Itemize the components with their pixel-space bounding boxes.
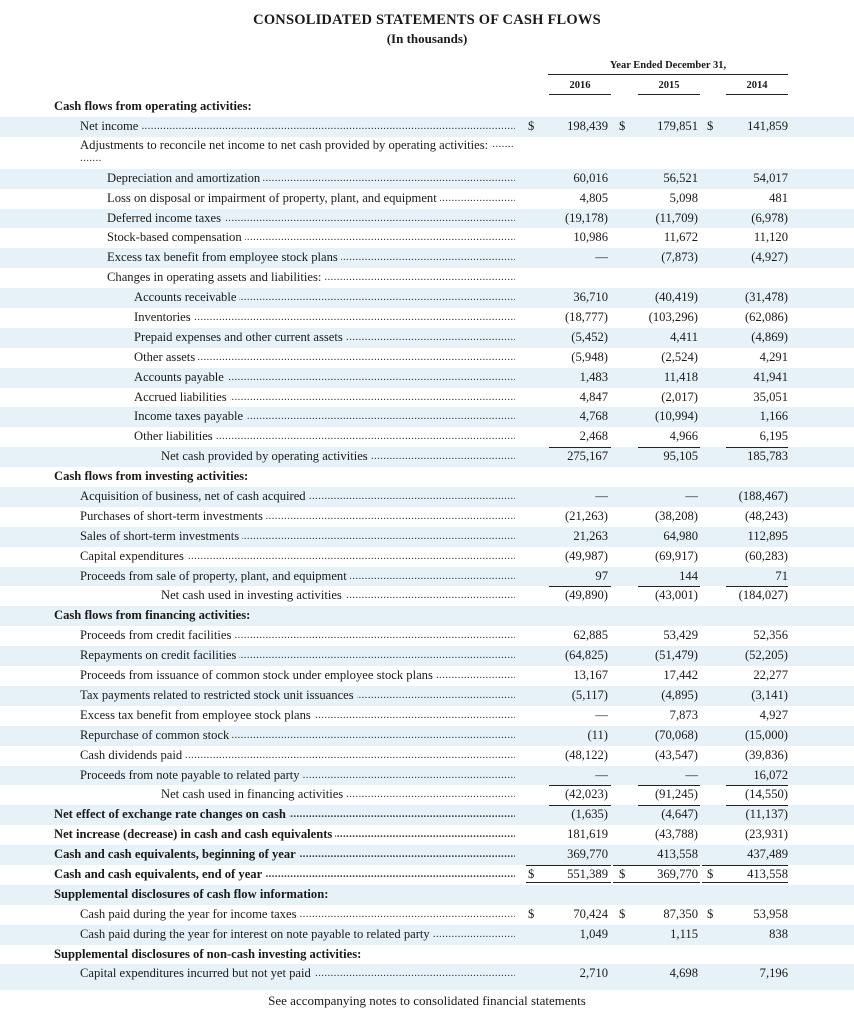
value-2015: — xyxy=(685,489,698,504)
row-label xyxy=(134,288,515,308)
value-2016: 1,483 xyxy=(579,369,608,384)
value-2014: (23,931) xyxy=(744,827,788,842)
row-label-text: Changes in operating assets and liabilities: xyxy=(107,270,324,284)
value-2015: (4,647) xyxy=(661,807,698,822)
currency-symbol: $ xyxy=(707,118,714,133)
table-row xyxy=(0,905,854,925)
table-row xyxy=(0,586,854,606)
value-2015: 11,418 xyxy=(663,369,698,384)
row-label-text: Prepaid expenses and other current assets xyxy=(134,330,346,344)
row-label-text: Net increase (decrease) in cash and cash equivalents xyxy=(54,827,335,841)
row-label-text: Accounts receivable xyxy=(134,290,239,304)
value-2015: (91,245) xyxy=(654,787,698,802)
row-label xyxy=(134,328,515,348)
value-2016: (5,948) xyxy=(571,349,608,364)
currency-symbol: $ xyxy=(707,866,714,881)
row-label-text: Capital expenditures xyxy=(80,549,187,563)
value-2016: (1,635) xyxy=(571,807,608,822)
row-label-text: Other assets xyxy=(134,350,198,364)
value-2014: (184,027) xyxy=(738,588,788,603)
currency-symbol: $ xyxy=(619,866,626,881)
table-row xyxy=(0,248,854,268)
row-label-text: Repayments on credit facilities xyxy=(80,648,239,662)
value-2015: (2,017) xyxy=(661,389,698,404)
table-row xyxy=(0,368,854,388)
row-label xyxy=(134,407,515,427)
table-row xyxy=(0,805,854,825)
value-2016: 2,710 xyxy=(579,966,608,981)
row-label xyxy=(80,766,515,786)
row-label-text: Cash and cash equivalents, beginning of year xyxy=(54,847,299,861)
value-2015: 144 xyxy=(679,568,698,583)
currency-symbol: $ xyxy=(619,118,626,133)
row-label xyxy=(80,567,515,587)
row-label xyxy=(80,487,515,507)
value-2016: 4,805 xyxy=(579,190,608,205)
table-row xyxy=(0,567,854,587)
value-2014: 35,051 xyxy=(753,389,788,404)
value-2014: (188,467) xyxy=(738,489,788,504)
value-2014: 22,277 xyxy=(753,668,788,683)
row-label-text: Proceeds from sale of property, plant, and equipment xyxy=(80,569,350,583)
value-2016: 21,263 xyxy=(573,528,608,543)
row-label xyxy=(161,785,515,805)
table-row xyxy=(0,447,854,467)
value-2015: 56,521 xyxy=(663,170,698,185)
cash-flow-table xyxy=(0,97,854,990)
row-label-text: Net cash used in investing activities xyxy=(161,588,345,602)
row-label xyxy=(134,308,515,328)
statement-title: CONSOLIDATED STATEMENTS OF CASH FLOWS xyxy=(253,12,601,28)
value-2016: — xyxy=(595,707,608,722)
value-2016: 36,710 xyxy=(573,290,608,305)
table-row xyxy=(0,427,854,447)
value-2015: (38,208) xyxy=(654,508,698,523)
row-label-text: Loss on disposal or impairment of property, plant, and equipment xyxy=(107,191,440,205)
row-label-text: Sales of short-term investments xyxy=(80,529,242,543)
value-2016: (64,825) xyxy=(564,648,608,663)
table-row xyxy=(0,308,854,328)
value-2015: (69,917) xyxy=(654,548,698,563)
year-header-2016: 2016 xyxy=(569,80,591,91)
row-label xyxy=(161,586,515,606)
row-label-text: Tax payments related to restricted stock unit issuances xyxy=(80,688,357,702)
value-2015: 413,558 xyxy=(657,847,698,862)
value-2016: 181,619 xyxy=(567,827,608,842)
value-2015: 64,980 xyxy=(663,528,698,543)
row-label xyxy=(54,825,515,845)
subtotal-rule xyxy=(549,586,611,587)
value-2016: (18,777) xyxy=(564,310,608,325)
value-2015: (103,296) xyxy=(648,310,698,325)
subtotal-rule xyxy=(726,586,788,587)
row-label xyxy=(80,746,515,766)
row-label-text: Cash dividends paid xyxy=(80,748,185,762)
value-2014: (11,137) xyxy=(745,807,788,822)
row-label xyxy=(80,646,515,666)
row-label xyxy=(134,388,515,408)
subtotal-rule xyxy=(702,865,788,866)
value-2015: (10,994) xyxy=(654,409,698,424)
value-2015: 369,770 xyxy=(657,866,698,881)
value-2014: (4,869) xyxy=(751,329,788,344)
row-label-text: Excess tax benefit from employee stock plans xyxy=(107,250,341,264)
row-label xyxy=(80,527,515,547)
subtotal-rule xyxy=(726,447,788,448)
row-label xyxy=(80,507,515,527)
table-row xyxy=(0,845,854,865)
value-2014: 6,195 xyxy=(759,429,788,444)
value-2014: 53,958 xyxy=(753,906,788,921)
subtotal-rule xyxy=(526,865,611,866)
table-row xyxy=(0,228,854,248)
row-label xyxy=(54,845,515,865)
value-2016: (19,178) xyxy=(564,210,608,225)
value-2014: (15,000) xyxy=(744,727,788,742)
value-2015: (43,001) xyxy=(654,588,698,603)
table-row xyxy=(0,507,854,527)
row-label xyxy=(80,686,515,706)
value-2015: 87,350 xyxy=(663,906,698,921)
value-2014: 4,927 xyxy=(759,707,788,722)
value-2016: 10,986 xyxy=(573,230,608,245)
value-2014: (48,243) xyxy=(744,508,788,523)
currency-symbol: $ xyxy=(528,118,535,133)
table-row xyxy=(0,117,854,137)
row-label xyxy=(80,666,515,686)
row-label-text: Supplemental disclosures of cash flow information: xyxy=(54,887,331,901)
row-label-text: Repurchase of common stock xyxy=(80,728,232,742)
table-row xyxy=(0,626,854,646)
value-2014: 112,895 xyxy=(747,528,788,543)
table-row xyxy=(0,487,854,507)
value-2015: 4,966 xyxy=(669,429,698,444)
value-2016: 275,167 xyxy=(567,449,608,464)
value-2015: 5,098 xyxy=(669,190,698,205)
value-2014: (52,205) xyxy=(744,648,788,663)
value-2015: (2,524) xyxy=(661,349,698,364)
value-2014: 71 xyxy=(775,568,788,583)
subtotal-rule xyxy=(638,785,700,786)
row-label-text: Cash flows from investing activities: xyxy=(54,469,251,483)
table-row xyxy=(0,606,854,626)
year-rule xyxy=(726,94,788,95)
row-label-text: Net cash used in financing activities xyxy=(161,787,346,801)
row-label xyxy=(54,865,515,885)
value-2014: 54,017 xyxy=(753,170,788,185)
table-row xyxy=(0,686,854,706)
row-label xyxy=(80,137,515,170)
table-row xyxy=(0,547,854,567)
value-2014: 413,558 xyxy=(747,866,788,881)
value-2014: (31,478) xyxy=(744,290,788,305)
value-2015: 53,429 xyxy=(663,628,698,643)
table-row xyxy=(0,885,854,905)
value-2014: 481 xyxy=(769,190,788,205)
value-2015: (11,709) xyxy=(655,210,698,225)
table-row xyxy=(0,746,854,766)
subtotal-rule xyxy=(726,805,788,806)
subtotal-rule xyxy=(726,785,788,786)
row-label-text: Net effect of exchange rate changes on cash xyxy=(54,807,289,821)
value-2016: 70,424 xyxy=(573,906,608,921)
row-label-text: Proceeds from issuance of common stock under employee stock plans xyxy=(80,668,436,682)
table-row xyxy=(0,137,854,169)
value-2015: (70,068) xyxy=(654,727,698,742)
subtotal-rule xyxy=(638,805,700,806)
row-label xyxy=(80,964,515,990)
value-2014: (60,283) xyxy=(744,548,788,563)
subtotal-rule xyxy=(638,586,700,587)
row-label xyxy=(54,606,524,626)
subtotal-rule xyxy=(613,865,700,866)
table-row xyxy=(0,209,854,229)
row-label-text: Income taxes payable xyxy=(134,409,246,423)
currency-symbol: $ xyxy=(707,906,714,921)
value-2014: 437,489 xyxy=(747,847,788,862)
row-label xyxy=(107,189,515,209)
table-row xyxy=(0,945,854,965)
row-label-text: Stock-based compensation xyxy=(107,230,245,244)
value-2016: (11) xyxy=(587,727,608,742)
year-rule xyxy=(549,94,611,95)
table-row xyxy=(0,288,854,308)
row-label xyxy=(80,925,515,945)
row-label-text: Cash paid during the year for income taxes xyxy=(80,907,299,921)
row-label xyxy=(107,169,515,189)
row-label xyxy=(54,945,524,965)
value-2015: (40,419) xyxy=(654,290,698,305)
period-rule xyxy=(548,74,788,75)
row-label-text: Accounts payable xyxy=(134,370,227,384)
value-2016: (48,122) xyxy=(564,747,608,762)
table-row xyxy=(0,268,854,288)
value-2016: (21,263) xyxy=(564,508,608,523)
value-2014: 838 xyxy=(769,926,788,941)
table-row xyxy=(0,666,854,686)
value-2016: (42,023) xyxy=(564,787,608,802)
table-row xyxy=(0,467,854,487)
value-2015: 11,672 xyxy=(663,230,698,245)
footer-note: See accompanying notes to consolidated financial statements xyxy=(268,993,586,1008)
value-2015: (4,895) xyxy=(661,687,698,702)
value-2014: (62,086) xyxy=(744,310,788,325)
row-label xyxy=(54,467,524,487)
row-label xyxy=(80,726,515,746)
subtotal-rule xyxy=(549,447,611,448)
table-row xyxy=(0,527,854,547)
row-label-text: Other liabilities xyxy=(134,429,216,443)
table-row xyxy=(0,925,854,945)
value-2016: (49,890) xyxy=(564,588,608,603)
row-label-text: Cash and cash equivalents, end of year xyxy=(54,867,265,881)
row-label-text: Excess tax benefit from employee stock plans xyxy=(80,708,314,722)
row-label-text: Inventories xyxy=(134,310,194,324)
year-rule xyxy=(638,94,700,95)
row-label xyxy=(107,209,515,229)
period-header: Year Ended December 31, xyxy=(609,60,727,71)
value-2015: (43,788) xyxy=(654,827,698,842)
year-header-2015: 2015 xyxy=(658,80,680,91)
table-row xyxy=(0,706,854,726)
value-2016: 97 xyxy=(595,568,608,583)
row-label-text: Adjustments to reconcile net income to net cash provided by operating activities: xyxy=(80,138,491,152)
value-2014: (14,550) xyxy=(744,787,788,802)
value-2015: 4,698 xyxy=(669,966,698,981)
value-2016: (5,117) xyxy=(571,687,608,702)
table-row xyxy=(0,785,854,805)
row-label-text: Cash flows from operating activities: xyxy=(54,99,255,113)
table-row xyxy=(0,388,854,408)
table-row xyxy=(0,766,854,786)
row-label xyxy=(80,905,515,925)
value-2014: 16,072 xyxy=(753,767,788,782)
value-2014: 41,941 xyxy=(753,369,788,384)
table-row xyxy=(0,646,854,666)
row-label xyxy=(54,885,524,905)
row-label-text: Deferred income taxes xyxy=(107,211,224,225)
table-row xyxy=(0,407,854,427)
row-label xyxy=(54,97,524,117)
row-label-text: Depreciation and amortization xyxy=(107,171,263,185)
subtotal-rule xyxy=(549,805,611,806)
currency-symbol: $ xyxy=(528,906,535,921)
value-2016: 60,016 xyxy=(573,170,608,185)
value-2015: 179,851 xyxy=(657,118,698,133)
table-row xyxy=(0,825,854,845)
value-2014: (6,978) xyxy=(751,210,788,225)
subtotal-rule xyxy=(549,785,611,786)
value-2016: 551,389 xyxy=(567,866,608,881)
row-label xyxy=(80,117,515,137)
row-label xyxy=(54,805,515,825)
row-label-text: Acquisition of business, net of cash acquired xyxy=(80,489,309,503)
value-2016: 369,770 xyxy=(567,847,608,862)
value-2015: (43,547) xyxy=(654,747,698,762)
value-2015: 1,115 xyxy=(670,926,698,941)
row-label xyxy=(107,228,515,248)
currency-symbol: $ xyxy=(528,866,535,881)
value-2015: 4,411 xyxy=(670,329,698,344)
value-2015: — xyxy=(685,767,698,782)
row-label-text: Cash paid during the year for interest on note payable to related party xyxy=(80,927,433,941)
value-2014: 141,859 xyxy=(747,118,788,133)
row-label-text: Proceeds from note payable to related party xyxy=(80,768,303,782)
value-2016: (5,452) xyxy=(571,329,608,344)
statement-subtitle: (In thousands) xyxy=(386,31,468,46)
value-2016: (49,987) xyxy=(564,548,608,563)
value-2014: 7,196 xyxy=(759,966,788,981)
table-row xyxy=(0,97,854,117)
row-label-text: Net cash provided by operating activities xyxy=(161,449,371,463)
value-2016: — xyxy=(595,250,608,265)
row-label xyxy=(134,368,515,388)
row-label-text: Accrued liabilities xyxy=(134,390,230,404)
value-2014: 4,291 xyxy=(759,349,788,364)
currency-symbol: $ xyxy=(619,906,626,921)
value-2015: 7,873 xyxy=(669,707,698,722)
value-2016: 198,439 xyxy=(567,118,608,133)
value-2016: 62,885 xyxy=(573,628,608,643)
value-2014: (39,836) xyxy=(744,747,788,762)
table-row xyxy=(0,189,854,209)
value-2014: (4,927) xyxy=(751,250,788,265)
dot-leader xyxy=(80,117,515,137)
table-row xyxy=(0,169,854,189)
value-2016: 13,167 xyxy=(573,668,608,683)
row-label xyxy=(80,547,515,567)
value-2014: 185,783 xyxy=(747,449,788,464)
value-2015: 17,442 xyxy=(663,668,698,683)
row-label xyxy=(161,447,515,467)
value-2014: 1,166 xyxy=(759,409,788,424)
value-2016: 2,468 xyxy=(579,429,608,444)
row-label-text: Net income xyxy=(80,119,141,133)
row-label-text: Proceeds from credit facilities xyxy=(80,628,234,642)
value-2016: 4,847 xyxy=(579,389,608,404)
row-label-text: Capital expenditures incurred but not yet paid xyxy=(80,966,314,980)
value-2014: (3,141) xyxy=(751,687,788,702)
value-2016: 1,049 xyxy=(579,926,608,941)
table-row xyxy=(0,865,854,885)
table-row xyxy=(0,348,854,368)
value-2016: — xyxy=(595,767,608,782)
row-label xyxy=(80,706,515,726)
row-label xyxy=(134,427,515,447)
value-2016: — xyxy=(595,489,608,504)
value-2014: 52,356 xyxy=(753,628,788,643)
row-label-text: Supplemental disclosures of non-cash investing activities: xyxy=(54,947,364,961)
row-label xyxy=(134,348,515,368)
row-label xyxy=(107,248,515,268)
year-header-2014: 2014 xyxy=(746,80,768,91)
value-2014: 11,120 xyxy=(753,230,788,245)
table-row xyxy=(0,726,854,746)
value-2015: 95,105 xyxy=(663,449,698,464)
table-row xyxy=(0,964,854,990)
row-label xyxy=(80,626,515,646)
value-2015: (7,873) xyxy=(661,250,698,265)
value-2015: (51,479) xyxy=(654,648,698,663)
value-2016: 4,768 xyxy=(579,409,608,424)
row-label-text: Purchases of short-term investments xyxy=(80,509,266,523)
row-label xyxy=(107,268,515,288)
table-row xyxy=(0,328,854,348)
subtotal-rule xyxy=(638,447,700,448)
row-label-text: Cash flows from financing activities: xyxy=(54,608,253,622)
